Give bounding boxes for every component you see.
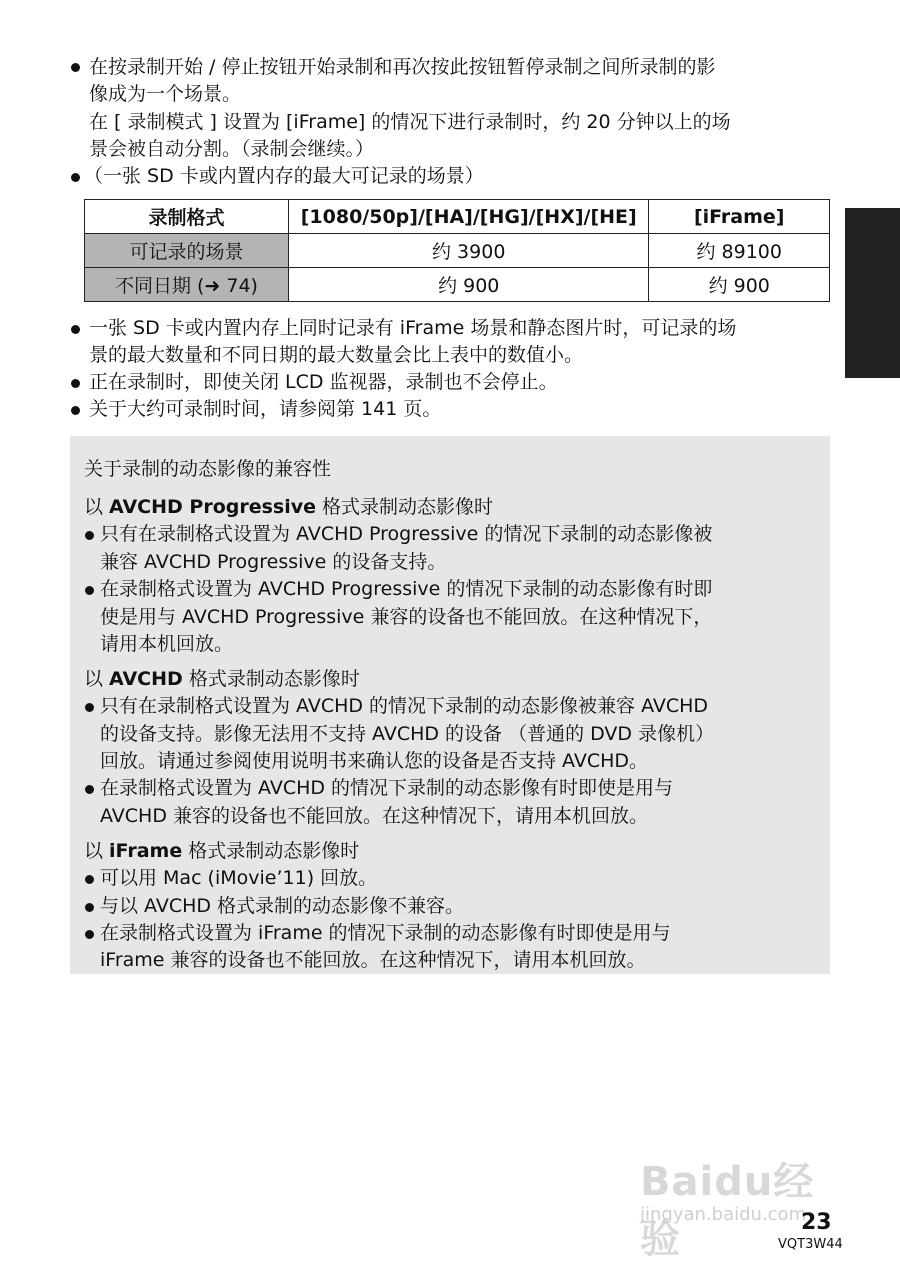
section-heading: 以 AVCHD 格式录制动态影像时 xyxy=(84,668,360,690)
table-row-label: 可记录的场景 xyxy=(85,234,289,268)
bullet-line: 只有在录制格式设置为 AVCHD 的情况下录制的动态影像被兼容 AVCHD xyxy=(100,695,709,717)
bullet-line: 使是用与 AVCHD Progressive 兼容的设备也不能回放。在这种情况下， xyxy=(100,606,713,628)
bullet-line: 在按录制开始 / 停止按钮开始录制和再次按此按钮暂停录制之间所录制的影 xyxy=(89,56,716,78)
table-cell: 约 89100 xyxy=(649,234,830,268)
compatibility-title: 关于录制的动态影像的兼容性 xyxy=(84,458,332,480)
bullet-dot xyxy=(85,586,94,595)
bullet-line: 在录制格式设置为 AVCHD 的情况下录制的动态影像有时即使是用与 xyxy=(100,777,674,799)
bullet-dot xyxy=(85,703,94,712)
table-row xyxy=(85,268,830,302)
bullet-dot xyxy=(85,875,94,884)
table-cell: 约 900 xyxy=(649,268,830,302)
bullet-dot xyxy=(71,379,80,388)
table-header-row xyxy=(85,200,830,234)
table-header-cell: 录制格式 xyxy=(85,200,289,234)
bullet-line: iFrame 兼容的设备也不能回放。在这种情况下，请用本机回放。 xyxy=(100,949,646,971)
bullet-line: 可以用 Mac (iMovie’11) 回放。 xyxy=(100,867,378,889)
bullet-line: 景会被自动分割。（录制会继续。） xyxy=(89,138,375,160)
bullet-dot xyxy=(71,63,80,72)
bullet-line: 兼容 AVCHD Progressive 的设备支持。 xyxy=(100,551,447,573)
bullet-line: 景的最大数量和不同日期的最大数量会比上表中的数值小。 xyxy=(89,344,584,366)
table-header-cell: [1080/50p]/[HA]/[HG]/[HX]/[HE] xyxy=(288,200,649,234)
bullet-dot xyxy=(71,325,80,334)
model-code: VQT3W44 xyxy=(778,1237,843,1252)
bullet-dot xyxy=(85,785,94,794)
recordable-scenes-table xyxy=(84,199,830,302)
table-row xyxy=(85,234,830,268)
bullet-line: （一张 SD 卡或内置内存的最大可记录的场景） xyxy=(84,165,484,187)
bullet-dot xyxy=(85,531,94,540)
bullet-dot xyxy=(85,903,94,912)
bullet-line: 在 [ 录制模式 ] 设置为 [iFrame] 的情况下进行录制时，约 20 分钟以上的场 xyxy=(89,111,731,133)
watermark-logo: Baidu经验 xyxy=(640,1159,815,1262)
bullet-line: 一张 SD 卡或内置内存上同时记录有 iFrame 场景和静态图片时，可记录的场 xyxy=(89,317,737,339)
bullet-line: AVCHD 兼容的设备也不能回放。在这种情况下，请用本机回放。 xyxy=(100,805,649,827)
bullet-line: 回放。请通过参阅使用说明书来确认您的设备是否支持 AVCHD。 xyxy=(100,750,649,772)
bullet-line: 在录制格式设置为 iFrame 的情况下录制的动态影像有时即使是用与 xyxy=(100,922,671,944)
section-heading: 以 AVCHD Progressive 格式录制动态影像时 xyxy=(84,496,494,518)
table-cell: 约 3900 xyxy=(288,234,649,268)
table-row-label: 不同日期 (➜ 74) xyxy=(85,268,289,302)
table-header-cell: [iFrame] xyxy=(649,200,830,234)
bullet-line: 只有在录制格式设置为 AVCHD Progressive 的情况下录制的动态影像被 xyxy=(100,523,713,545)
bullet-line: 的设备支持。影像无法用不支持 AVCHD 的设备 （普通的 DVD 录像机） xyxy=(100,723,715,745)
chapter-side-tab xyxy=(845,208,900,378)
bullet-line: 像成为一个场景。 xyxy=(89,83,242,105)
bullet-dot xyxy=(71,173,80,182)
bullet-line: 与以 AVCHD 格式录制的动态影像不兼容。 xyxy=(100,895,465,917)
bullet-line: 在录制格式设置为 AVCHD Progressive 的情况下录制的动态影像有时即 xyxy=(100,578,713,600)
page-number: 23 xyxy=(801,1210,832,1235)
section-heading: 以 iFrame 格式录制动态影像时 xyxy=(84,840,360,862)
watermark-url: jingyan.baidu.com xyxy=(640,1204,807,1225)
bullet-line: 关于大约可录制时间，请参阅第 141 页。 xyxy=(89,398,442,420)
bullet-dot xyxy=(85,930,94,939)
bullet-line: 请用本机回放。 xyxy=(100,633,234,655)
bullet-dot xyxy=(71,406,80,415)
table-cell: 约 900 xyxy=(288,268,649,302)
bullet-line: 正在录制时，即使关闭 LCD 监视器，录制也不会停止。 xyxy=(89,371,558,393)
